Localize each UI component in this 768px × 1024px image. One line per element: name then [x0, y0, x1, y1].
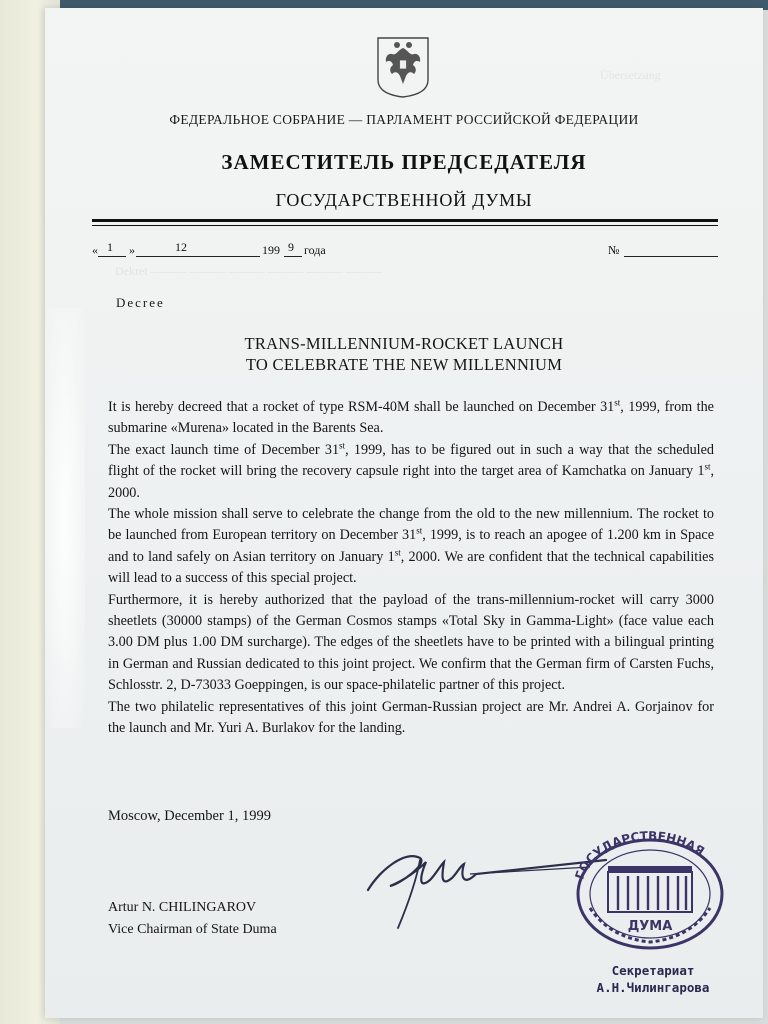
- number-label: №: [608, 243, 620, 257]
- duma-secretariat-stamp: [560, 828, 740, 958]
- decree-body: [108, 397, 714, 740]
- body-paragraph-5: The two philatelic representatives of this joint German-Russian project are Mr. Andrei A. Gorjainov for the launch and Mr. Yuri A. Burlakov for the landing.: [108, 698, 714, 737]
- body-paragraph-2: The exact launch time of December 31st, 1999, has to be figured out in such a way that the scheduled flight of the rocket will bring the recovery capsule right into the target area of Kamchatka on January 1st, 2000.: [108, 440, 715, 501]
- letterhead-rule-thick: [92, 219, 718, 222]
- body-paragraph-1: It is hereby decreed that a rocket of type RSM-40M shall be launched on December 31st, 1999, from the submarine «Murena» located in the Barents Sea.: [108, 397, 714, 437]
- date-month: 12: [175, 240, 187, 254]
- show-through-text: Dekret ——— ——— ——— ——— ——— ———: [115, 264, 382, 278]
- headline-line-1: TRANS-MILLENNIUM-ROCKET LAUNCH: [244, 334, 564, 353]
- decree-label: Decree: [116, 295, 165, 310]
- stamp-ring-text: ГОСУДАРСТВЕННАЯ: [572, 828, 707, 882]
- date-day: 1: [107, 240, 113, 254]
- signer-title: Vice Chairman of State Duma: [108, 922, 277, 937]
- body-paragraph-4: Furthermore, it is hereby authorized that the payload of the trans-millennium-rocket will carry 3000 sheetlets (30000 stamps) of the German Cosmos stamps «Total Sky in Gamma-Light» (face value each 3.00 DM plus 1.00 DM surcharge). The edges of the sheetlets have to be printed with a bilingual printing in German and Russian dedicated to this joint project. We confirm that the German firm of Carsten Fuchs, Schlosstr. 2, D-73033 Goeppingen, is our space-philatelic partner of this project.: [108, 591, 714, 694]
- parliament-heading: ФЕДЕРАЛЬНОЕ СОБРАНИЕ — ПАРЛАМЕНТ РОССИЙСКОЙ ФЕДЕРАЦИИ: [169, 112, 639, 127]
- open-quote: «: [92, 243, 98, 257]
- letterhead-rule-thin: [92, 225, 718, 226]
- stamp-caption-line-1: Секретариат: [611, 963, 695, 978]
- close-quote: »: [129, 243, 135, 257]
- month-underline: [136, 256, 260, 257]
- year-underline: [284, 256, 302, 257]
- show-through-text: Übersetzung: [600, 68, 661, 82]
- date-year-word: года: [304, 243, 326, 257]
- stamp-caption: [568, 962, 738, 996]
- number-underline: [624, 256, 718, 257]
- place-and-date: Moscow, December 1, 1999: [108, 808, 271, 824]
- date-year-suffix: 9: [288, 240, 294, 254]
- body-paragraph-3: The whole mission shall serve to celebrate the change from the old to the new millennium. The rocket to be launched from European territory on December 31st, 1999, is to reach an apogee of 1.200 km in Space and to land safely on Asian territory on January 1st, 2000. We are confident that the technical capabilities will lead to a success of this special project.: [108, 506, 714, 587]
- headline-line-2: TO CELEBRATE THE NEW MILLENNIUM: [245, 355, 563, 374]
- signer-block: [108, 897, 277, 941]
- state-duma-title: ГОСУДАРСТВЕННОЙ ДУМЫ: [275, 190, 533, 210]
- decree-headline: [0, 333, 768, 375]
- signer-name: Artur N. CHILINGAROV: [108, 900, 257, 915]
- stamp-bottom-text: ДУМА: [627, 919, 673, 934]
- day-underline: [98, 256, 126, 257]
- coat-of-arms-emblem: [376, 36, 430, 98]
- stamp-caption-line-2: А.Н.Чилингарова: [596, 980, 710, 995]
- date-line: [92, 240, 718, 260]
- date-year-prefix: 199: [262, 243, 280, 257]
- deputy-chairman-title: ЗАМЕСТИТЕЛЬ ПРЕДСЕДАТЕЛЯ: [221, 150, 587, 174]
